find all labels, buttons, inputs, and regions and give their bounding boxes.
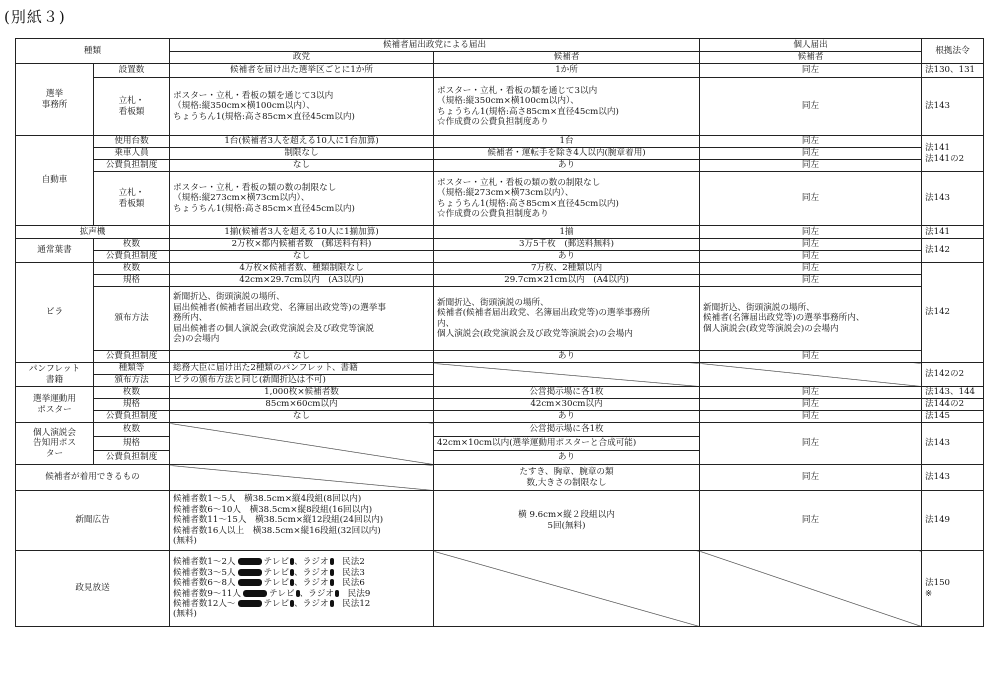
redaction-mark — [238, 569, 262, 576]
broadcast-candidate-na — [434, 551, 700, 627]
speech-poster-individual: 同左 — [700, 423, 922, 465]
loudspeaker-candidate: 1揃 — [434, 226, 700, 239]
car-label: 自動車 — [16, 136, 94, 226]
campaign-rules-table — [15, 38, 984, 627]
poster-count-party: 1,000枚×候補者数 — [170, 387, 434, 399]
poster-size-party: 85cm×60cm以内 — [170, 399, 434, 411]
header-individual-candidate: 候補者 — [700, 52, 922, 64]
redaction-mark — [238, 579, 262, 586]
speech-poster-public-sub: 公費負担制度 — [94, 451, 170, 465]
poster-public-candidate: あり — [434, 411, 700, 423]
bill-count-sub: 枚数 — [94, 263, 170, 275]
bill-method-sub: 頒布方法 — [94, 287, 170, 351]
bill-label: ビラ — [16, 263, 94, 363]
bill-size-sub: 規格 — [94, 275, 170, 287]
bill-public-candidate: あり — [434, 351, 700, 363]
bill-public-party: なし — [170, 351, 434, 363]
speech-poster-count-sub: 枚数 — [94, 423, 170, 437]
wearables-party-na — [170, 465, 434, 491]
loudspeaker-individual: 同左 — [700, 226, 922, 239]
header-party-filing: 候補者届出政党による届出 — [170, 39, 700, 52]
redaction-mark — [243, 590, 267, 597]
office-count-individual: 同左 — [700, 64, 922, 78]
car-riders-sub: 乗車人員 — [94, 148, 170, 160]
newspaper-candidate: 横 9.6cm×縦２段組以内 5回(無料) — [434, 491, 700, 551]
redaction-mark — [330, 600, 334, 607]
newspaper-label: 新聞広告 — [16, 491, 170, 551]
redaction-mark — [290, 558, 294, 565]
newspaper-note: (無料) — [173, 536, 197, 547]
redaction-mark — [330, 569, 334, 576]
bill-size-party: 42cm×29.7cm以内 (A3以内) — [170, 275, 434, 287]
bill-method-individual: 新聞折込、街頭演説の場所、 候補者(名簿届出政党等)の選挙事務所内、 個人演説会(政党等演説会)の会場内 — [700, 287, 922, 351]
wearables-law: 法143 — [922, 465, 984, 491]
broadcast-line: 候補者数6～8人 テレビ 、ラジオ 民法6 — [173, 578, 365, 589]
car-riders-individual: 同左 — [700, 148, 922, 160]
car-count-party: 1台(候補者3人を超える10人に1台加算) — [170, 136, 434, 148]
poster-size-candidate: 42cm×30cm以内 — [434, 399, 700, 411]
newspaper-line: 候補者数6～10人 横38.5cm×縦8段組(16回以内) — [173, 504, 373, 515]
newspaper-line: 候補者数16人以上 横38.5cm×縦16段組(32回以内) — [173, 525, 381, 536]
car-count-individual: 同左 — [700, 136, 922, 148]
newspaper-individual: 同左 — [700, 491, 922, 551]
bill-size-candidate: 29.7cm×21cm以内 (A4以内) — [434, 275, 700, 287]
redaction-mark — [290, 569, 294, 576]
redaction-mark — [290, 600, 294, 607]
bill-public-sub: 公費負担制度 — [94, 351, 170, 363]
poster-count-sub: 枚数 — [94, 387, 170, 399]
newspaper-law: 法149 — [922, 491, 984, 551]
postcard-law: 法142 — [922, 239, 984, 263]
broadcast-line: 候補者数3～5人 テレビ 、ラジオ 民法3 — [173, 567, 365, 578]
redaction-mark — [290, 579, 294, 586]
speech-poster-size-sub: 規格 — [94, 437, 170, 451]
header-individual-filing: 個人届出 — [700, 39, 922, 52]
bill-method-party: 新聞折込、街頭演説の場所、 届出候補者(候補者届出政党、名簿届出政党等)の選挙事 務所内、 届出候補者の個人演説会(政党演説会及び政党等演説 会)の会場内 — [170, 287, 434, 351]
speech-poster-label: 個人演説会 告知用ポス ター — [16, 423, 94, 465]
postcard-public-individual: 同左 — [700, 251, 922, 263]
pamphlet-label: パンフレット 書籍 — [16, 363, 94, 387]
broadcast-law: 法150 ※ — [922, 551, 984, 627]
car-riders-candidate: 候補者・運転手を除き4人以内(腕章着用) — [434, 148, 700, 160]
office-signs-individual: 同左 — [700, 78, 922, 136]
speech-poster-public-candidate: あり — [434, 451, 700, 465]
broadcast-individual-na — [700, 551, 922, 627]
pamphlet-method-party: ビラの頒布方法と同じ(新聞折込は不可) — [170, 375, 434, 387]
wearables-individual: 同左 — [700, 465, 922, 491]
postcard-public-party: なし — [170, 251, 434, 263]
car-count-candidate: 1台 — [434, 136, 700, 148]
office-count-sub: 設置数 — [94, 64, 170, 78]
poster-public-party: なし — [170, 411, 434, 423]
bill-method-candidate: 新聞折込、街頭演説の場所、 候補者(候補者届出政党、名簿届出政党等)の選挙事務所 内、 個人演説会(政党演説会及び政党等演説会)の会場内 — [434, 287, 700, 351]
poster-label: 選挙運動用 ポスター — [16, 387, 94, 423]
broadcast-line: 候補者数1～2人 テレビ 、ラジオ 民法2 — [173, 557, 365, 568]
bill-public-individual: 同左 — [700, 351, 922, 363]
newspaper-party — [170, 491, 434, 551]
speech-poster-size-candidate: 42cm×10cm以内(選挙運動用ポスターと合成可能) — [434, 437, 700, 451]
car-count-sub: 使用台数 — [94, 136, 170, 148]
poster-size-sub: 規格 — [94, 399, 170, 411]
header-candidate: 候補者 — [434, 52, 700, 64]
postcard-count-individual: 同左 — [700, 239, 922, 251]
redaction-mark — [330, 558, 334, 565]
pamphlet-individual-na — [700, 363, 922, 387]
office-signs-law: 法143 — [922, 78, 984, 136]
poster-size-individual: 同左 — [700, 399, 922, 411]
postcard-count-party: 2万枚×都内候補者数 (郵送料有料) — [170, 239, 434, 251]
pamphlet-method-sub: 頒布方法 — [94, 375, 170, 387]
header-type: 種類 — [16, 39, 170, 64]
car-riders-party: 制限なし — [170, 148, 434, 160]
postcard-public-candidate: あり — [434, 251, 700, 263]
loudspeaker-label: 拡声機 — [16, 226, 170, 239]
redaction-mark — [238, 558, 262, 565]
speech-poster-count-candidate: 公営掲示場に各1枚 — [434, 423, 700, 437]
car-public-individual: 同左 — [700, 160, 922, 172]
postcard-public-sub: 公費負担制度 — [94, 251, 170, 263]
office-count-candidate: 1か所 — [434, 64, 700, 78]
redaction-mark — [335, 590, 339, 597]
office-signs-party: ポスター・立札・看板の類を通じて3以内 （規格:縦350cm×横100cm以内）、 ちょうちん1(規格:高さ85cm×直径45cm以内) — [170, 78, 434, 136]
car-public-candidate: あり — [434, 160, 700, 172]
poster-count-candidate: 公営掲示場に各1枚 — [434, 387, 700, 399]
car-signs-sub: 立札・ 看板類 — [94, 172, 170, 226]
broadcast-line: 候補者数9～11人 テレビ 、ラジオ 民法9 — [173, 588, 371, 599]
car-signs-individual: 同左 — [700, 172, 922, 226]
office-count-party: 候補者を届け出た選挙区ごとに1か所 — [170, 64, 434, 78]
pamphlet-kind-party: 総務大臣に届け出た2種類のパンフレット、書籍 — [170, 363, 434, 375]
poster-count-individual: 同左 — [700, 387, 922, 399]
pamphlet-kind-sub: 種類等 — [94, 363, 170, 375]
car-signs-candidate: ポスター・立札・看板の類の数の制限なし （規格:縦273cm×横73cm以内）、 ちょうちん1(規格:高さ85cm×直径45cm以内) ☆作成費の公費負担制度あり — [434, 172, 700, 226]
broadcast-label: 政見放送 — [16, 551, 170, 627]
redaction-mark — [330, 579, 334, 586]
car-law: 法141 法141の2 — [922, 136, 984, 172]
postcard-label: 通常葉書 — [16, 239, 94, 263]
postcard-count-sub: 枚数 — [94, 239, 170, 251]
postcard-count-candidate: 3万5千枚 (郵送料無料) — [434, 239, 700, 251]
loudspeaker-law: 法141 — [922, 226, 984, 239]
poster-size-law: 法144の2 — [922, 399, 984, 411]
speech-poster-law: 法143 — [922, 423, 984, 465]
broadcast-party — [170, 551, 434, 627]
car-public-sub: 公費負担制度 — [94, 160, 170, 172]
redaction-mark — [238, 600, 262, 607]
car-signs-party: ポスター・立札・看板の類の数の制限なし （規格:縦273cm×横73cm以内）、 ちょうちん1(規格:高さ85cm×直径45cm以内) — [170, 172, 434, 226]
bill-count-party: 4万枚×候補者数、種類制限なし — [170, 263, 434, 275]
office-signs-candidate: ポスター・立札・看板の類を通じて3以内 （規格:縦350cm×横100cm以内）、 ちょうちん1(規格:高さ85cm×直径45cm以内) ☆作成費の公費負担制度あり — [434, 78, 700, 136]
office-label: 選挙 事務所 — [16, 64, 94, 136]
office-count-law: 法130、131 — [922, 64, 984, 78]
bill-count-candidate: 7万枚、2種類以内 — [434, 263, 700, 275]
car-signs-law: 法143 — [922, 172, 984, 226]
bill-law: 法142 — [922, 263, 984, 363]
newspaper-line: 候補者数11～15人 横38.5cm×縦12段組(24回以内) — [173, 515, 384, 526]
redaction-mark — [296, 590, 300, 597]
poster-public-individual: 同左 — [700, 411, 922, 423]
header-legal-basis: 根拠法令 — [922, 39, 984, 64]
newspaper-line: 候補者数1～5人 横38.5cm×縦4段組(8回以内) — [173, 494, 362, 505]
speech-poster-party-na — [170, 423, 434, 465]
bill-count-individual: 同左 — [700, 263, 922, 275]
wearables-label: 候補者が着用できるもの — [16, 465, 170, 491]
poster-public-sub: 公費負担制度 — [94, 411, 170, 423]
bill-size-individual: 同左 — [700, 275, 922, 287]
broadcast-note: (無料) — [173, 609, 197, 620]
pamphlet-candidate-na — [434, 363, 700, 387]
poster-public-law: 法145 — [922, 411, 984, 423]
poster-count-law: 法143、144 — [922, 387, 984, 399]
document-title: (別紙３) — [4, 8, 66, 26]
loudspeaker-party: 1揃(候補者3人を超える10人に1揃加算) — [170, 226, 434, 239]
broadcast-line: 候補者数12人～ テレビ 、ラジオ 民法12 — [173, 598, 371, 609]
car-public-party: なし — [170, 160, 434, 172]
office-signs-sub: 立札・ 看板類 — [94, 78, 170, 136]
wearables-candidate: たすき、胸章、腕章の類 数,大きさの制限なし — [434, 465, 700, 491]
pamphlet-law: 法142の2 — [922, 363, 984, 387]
header-party: 政党 — [170, 52, 434, 64]
